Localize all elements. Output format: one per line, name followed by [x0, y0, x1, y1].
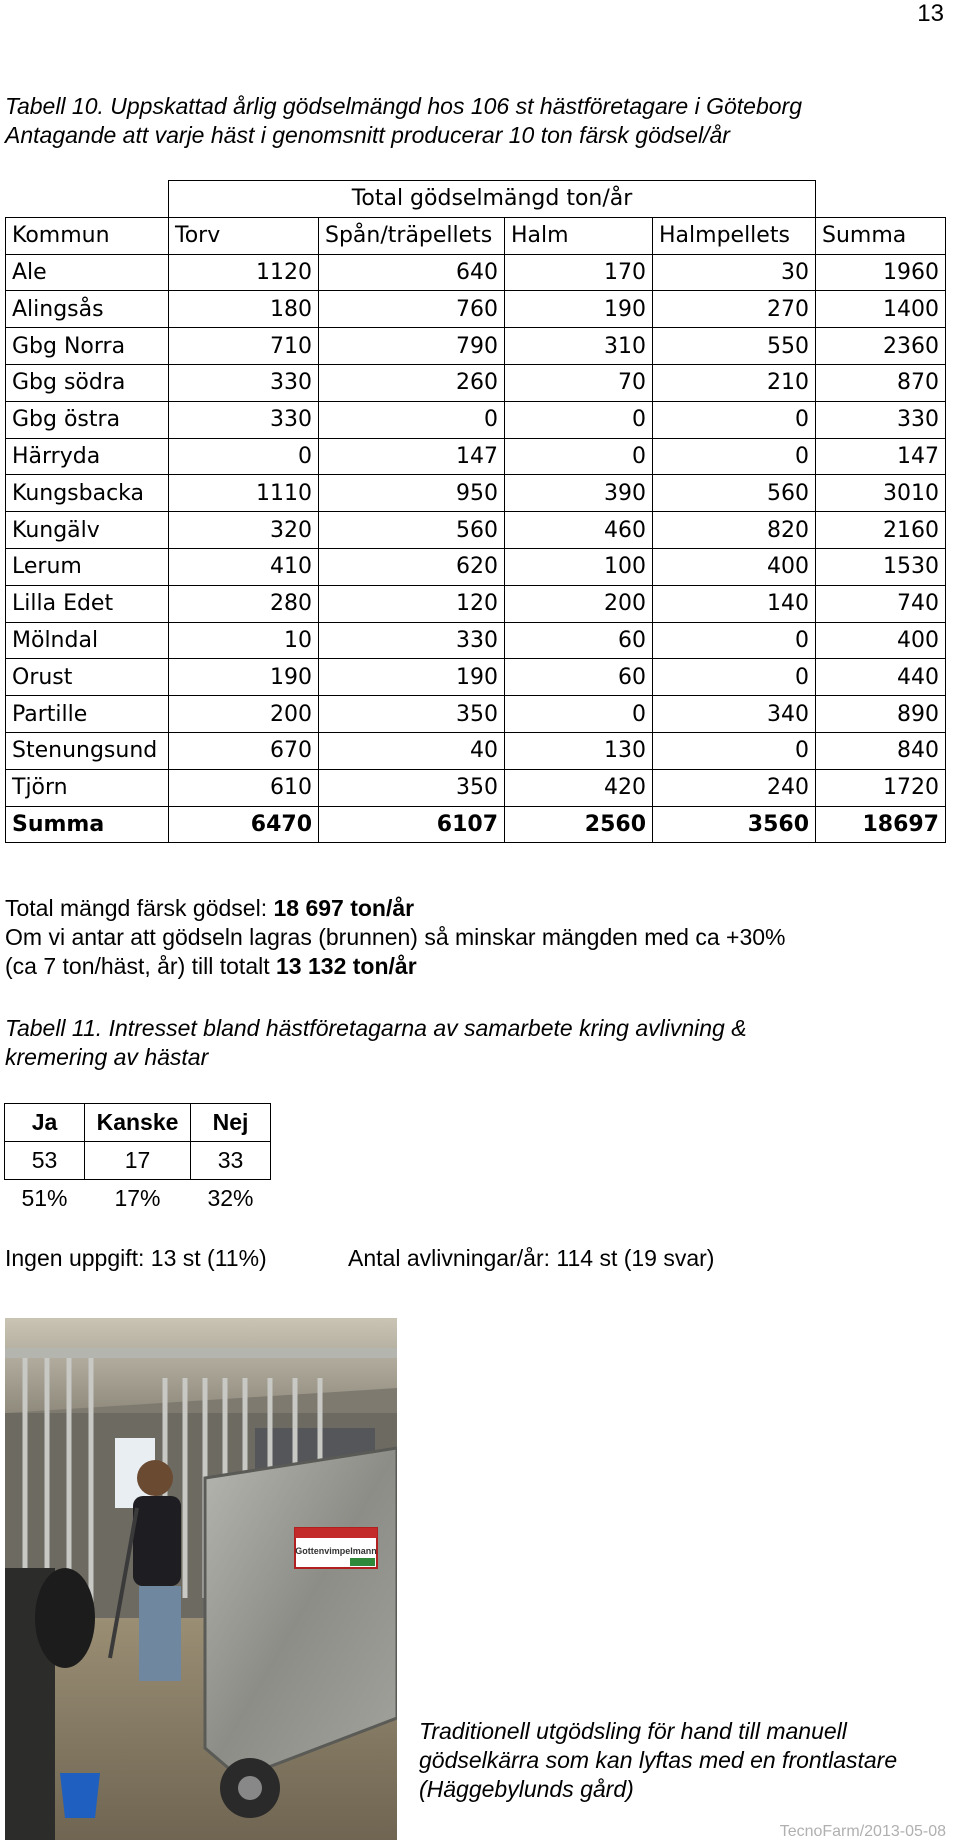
- value-cell: 0: [653, 732, 816, 769]
- value-cell: 0: [319, 401, 505, 438]
- no-answer-note: Ingen uppgift: 13 st (11%): [5, 1245, 267, 1271]
- value-cell: 140: [653, 585, 816, 622]
- value-cell: 190: [505, 291, 653, 328]
- value-cell: 760: [319, 291, 505, 328]
- column-header: Halmpellets: [653, 217, 816, 254]
- value-cell: 840: [816, 732, 946, 769]
- value-cell: 270: [653, 291, 816, 328]
- summary-cell: 6470: [169, 806, 319, 843]
- page-number: 13: [917, 0, 944, 27]
- value-cell: 10: [169, 622, 319, 659]
- value-cell: 1120: [169, 254, 319, 291]
- group-header: Total gödselmängd ton/år: [169, 181, 816, 218]
- value-cell: 560: [653, 475, 816, 512]
- totals-line3-text: (ca 7 ton/häst, år) till totalt: [5, 953, 277, 979]
- value-cell: 390: [505, 475, 653, 512]
- column-header: Halm: [505, 217, 653, 254]
- table-row: [6, 364, 946, 401]
- value-cell: 620: [319, 548, 505, 585]
- value-cell: 30: [653, 254, 816, 291]
- municipality-cell: Lilla Edet: [6, 585, 169, 622]
- table-header-row: [6, 217, 946, 254]
- value-cell: 610: [169, 769, 319, 806]
- value-cell: 310: [505, 328, 653, 365]
- table-group-header-row: [6, 181, 946, 218]
- totals-line1-value: 18 697 ton/år: [273, 895, 415, 921]
- value-cell: 0: [505, 696, 653, 733]
- table11-caption-line1: Tabell 11. Intresset bland hästföretagarna av samarbete kring avlivning &: [5, 1015, 747, 1041]
- count-cell: 17: [85, 1142, 191, 1180]
- interest-table: [4, 1103, 271, 1218]
- value-cell: 710: [169, 328, 319, 365]
- totals-line1-text: Total mängd färsk gödsel:: [5, 895, 274, 921]
- stable-photo-illustration: [5, 1318, 397, 1840]
- municipality-cell: Härryda: [6, 438, 169, 475]
- table-row: [6, 696, 946, 733]
- totals-line3: [5, 952, 785, 981]
- value-cell: 1720: [816, 769, 946, 806]
- table-row: [6, 548, 946, 585]
- table-row: [6, 475, 946, 512]
- value-cell: 420: [505, 769, 653, 806]
- value-cell: 1110: [169, 475, 319, 512]
- municipality-cell: Mölndal: [6, 622, 169, 659]
- value-cell: 60: [505, 622, 653, 659]
- value-cell: 147: [816, 438, 946, 475]
- value-cell: 0: [505, 438, 653, 475]
- value-cell: 400: [816, 622, 946, 659]
- value-cell: 890: [816, 696, 946, 733]
- value-cell: 200: [169, 696, 319, 733]
- value-cell: 0: [653, 438, 816, 475]
- table-body: [6, 254, 946, 806]
- column-header: Nej: [191, 1104, 271, 1142]
- table11-caption: [5, 1014, 747, 1072]
- interest-percent-row: [5, 1180, 271, 1218]
- count-cell: 33: [191, 1142, 271, 1180]
- photo-caption-line1: Traditionell utgödsling för hand till manuell: [419, 1718, 847, 1744]
- value-cell: 330: [169, 401, 319, 438]
- value-cell: 280: [169, 585, 319, 622]
- summary-cell: 18697: [816, 806, 946, 843]
- percent-cell: 32%: [207, 1185, 254, 1212]
- value-cell: 440: [816, 659, 946, 696]
- value-cell: 240: [653, 769, 816, 806]
- column-header: Kommun: [6, 217, 169, 254]
- value-cell: 950: [319, 475, 505, 512]
- value-cell: 0: [653, 622, 816, 659]
- municipality-cell: Stenungsund: [6, 732, 169, 769]
- table-row: [6, 401, 946, 438]
- table-row: [6, 512, 946, 549]
- value-cell: 670: [169, 732, 319, 769]
- table-row: [6, 622, 946, 659]
- value-cell: 190: [319, 659, 505, 696]
- value-cell: 740: [816, 585, 946, 622]
- value-cell: 640: [319, 254, 505, 291]
- summary-cell: 6107: [319, 806, 505, 843]
- summary-label: Summa: [6, 806, 169, 843]
- municipality-cell: Kungälv: [6, 512, 169, 549]
- empty-cell: [816, 181, 946, 218]
- column-header: Summa: [816, 217, 946, 254]
- totals-line2: Om vi antar att gödseln lagras (brunnen) så minskar mängden med ca +30%: [5, 924, 786, 950]
- value-cell: 870: [816, 364, 946, 401]
- value-cell: 0: [505, 401, 653, 438]
- value-cell: 0: [653, 659, 816, 696]
- percent-cell: 51%: [21, 1185, 68, 1212]
- value-cell: 60: [505, 659, 653, 696]
- value-cell: 260: [319, 364, 505, 401]
- column-header: Ja: [5, 1104, 85, 1142]
- value-cell: 120: [319, 585, 505, 622]
- value-cell: 350: [319, 696, 505, 733]
- value-cell: 0: [653, 401, 816, 438]
- value-cell: 790: [319, 328, 505, 365]
- municipality-cell: Lerum: [6, 548, 169, 585]
- value-cell: 350: [319, 769, 505, 806]
- totals-line1: [5, 894, 785, 923]
- value-cell: 820: [653, 512, 816, 549]
- value-cell: 330: [816, 401, 946, 438]
- value-cell: 180: [169, 291, 319, 328]
- value-cell: 40: [319, 732, 505, 769]
- value-cell: 1400: [816, 291, 946, 328]
- value-cell: 170: [505, 254, 653, 291]
- interest-count-row: [5, 1142, 271, 1180]
- value-cell: 100: [505, 548, 653, 585]
- summary-cell: 3560: [653, 806, 816, 843]
- table-row: [6, 328, 946, 365]
- value-cell: 330: [319, 622, 505, 659]
- photo-caption-line3: (Häggebylunds gård): [419, 1776, 634, 1802]
- value-cell: 3010: [816, 475, 946, 512]
- table10-caption-line2: Antagande att varje häst i genomsnitt producerar 10 ton färsk gödsel/år: [5, 122, 730, 148]
- table10-caption: [5, 92, 802, 150]
- empty-cell: [6, 181, 169, 218]
- municipality-cell: Alingsås: [6, 291, 169, 328]
- value-cell: 410: [169, 548, 319, 585]
- municipality-cell: Gbg södra: [6, 364, 169, 401]
- municipality-cell: Gbg östra: [6, 401, 169, 438]
- photo-caption-line2: gödselkärra som kan lyftas med en frontlastare: [419, 1747, 898, 1773]
- municipality-cell: Kungsbacka: [6, 475, 169, 512]
- value-cell: 560: [319, 512, 505, 549]
- value-cell: 2360: [816, 328, 946, 365]
- value-cell: 330: [169, 364, 319, 401]
- value-cell: 1530: [816, 548, 946, 585]
- value-cell: 1960: [816, 254, 946, 291]
- photo-caption: [419, 1717, 897, 1804]
- value-cell: 210: [653, 364, 816, 401]
- value-cell: 130: [505, 732, 653, 769]
- value-cell: 460: [505, 512, 653, 549]
- table-row: [6, 659, 946, 696]
- table-row: [6, 438, 946, 475]
- value-cell: 400: [653, 548, 816, 585]
- table-row: [6, 254, 946, 291]
- value-cell: 340: [653, 696, 816, 733]
- value-cell: 190: [169, 659, 319, 696]
- value-cell: 320: [169, 512, 319, 549]
- value-cell: 2160: [816, 512, 946, 549]
- count-cell: 53: [5, 1142, 85, 1180]
- municipality-cell: Orust: [6, 659, 169, 696]
- summary-cell: 2560: [505, 806, 653, 843]
- table-row: [6, 769, 946, 806]
- municipality-cell: Ale: [6, 254, 169, 291]
- table11-caption-line2: kremering av hästar: [5, 1044, 209, 1070]
- municipality-cell: Gbg Norra: [6, 328, 169, 365]
- column-header: Kanske: [85, 1104, 191, 1142]
- table-row: [6, 291, 946, 328]
- footer-credit: TecnoFarm/2013-05-08: [779, 1823, 946, 1840]
- value-cell: 70: [505, 364, 653, 401]
- table-summary-row: [6, 806, 946, 843]
- euthanasia-note: Antal avlivningar/år: 114 st (19 svar): [348, 1245, 715, 1271]
- column-header: Spån/träpellets: [319, 217, 505, 254]
- value-cell: 550: [653, 328, 816, 365]
- table10-caption-line1: Tabell 10. Uppskattad årlig gödselmängd hos 106 st hästföretagare i Göteborg: [5, 93, 802, 119]
- manure-table: [5, 180, 946, 843]
- stable-photo: [5, 1318, 397, 1840]
- totals-line3-value: 13 132 ton/år: [276, 953, 417, 979]
- table-row: [6, 585, 946, 622]
- municipality-cell: Partille: [6, 696, 169, 733]
- value-cell: 0: [169, 438, 319, 475]
- value-cell: 147: [319, 438, 505, 475]
- column-header: Torv: [169, 217, 319, 254]
- table-row: [6, 732, 946, 769]
- sign-text: Gottenvimpelmann: [295, 1546, 377, 1556]
- interest-header-row: [5, 1104, 271, 1142]
- percent-cell: 17%: [114, 1185, 161, 1212]
- value-cell: 200: [505, 585, 653, 622]
- municipality-cell: Tjörn: [6, 769, 169, 806]
- totals-block: [5, 894, 785, 981]
